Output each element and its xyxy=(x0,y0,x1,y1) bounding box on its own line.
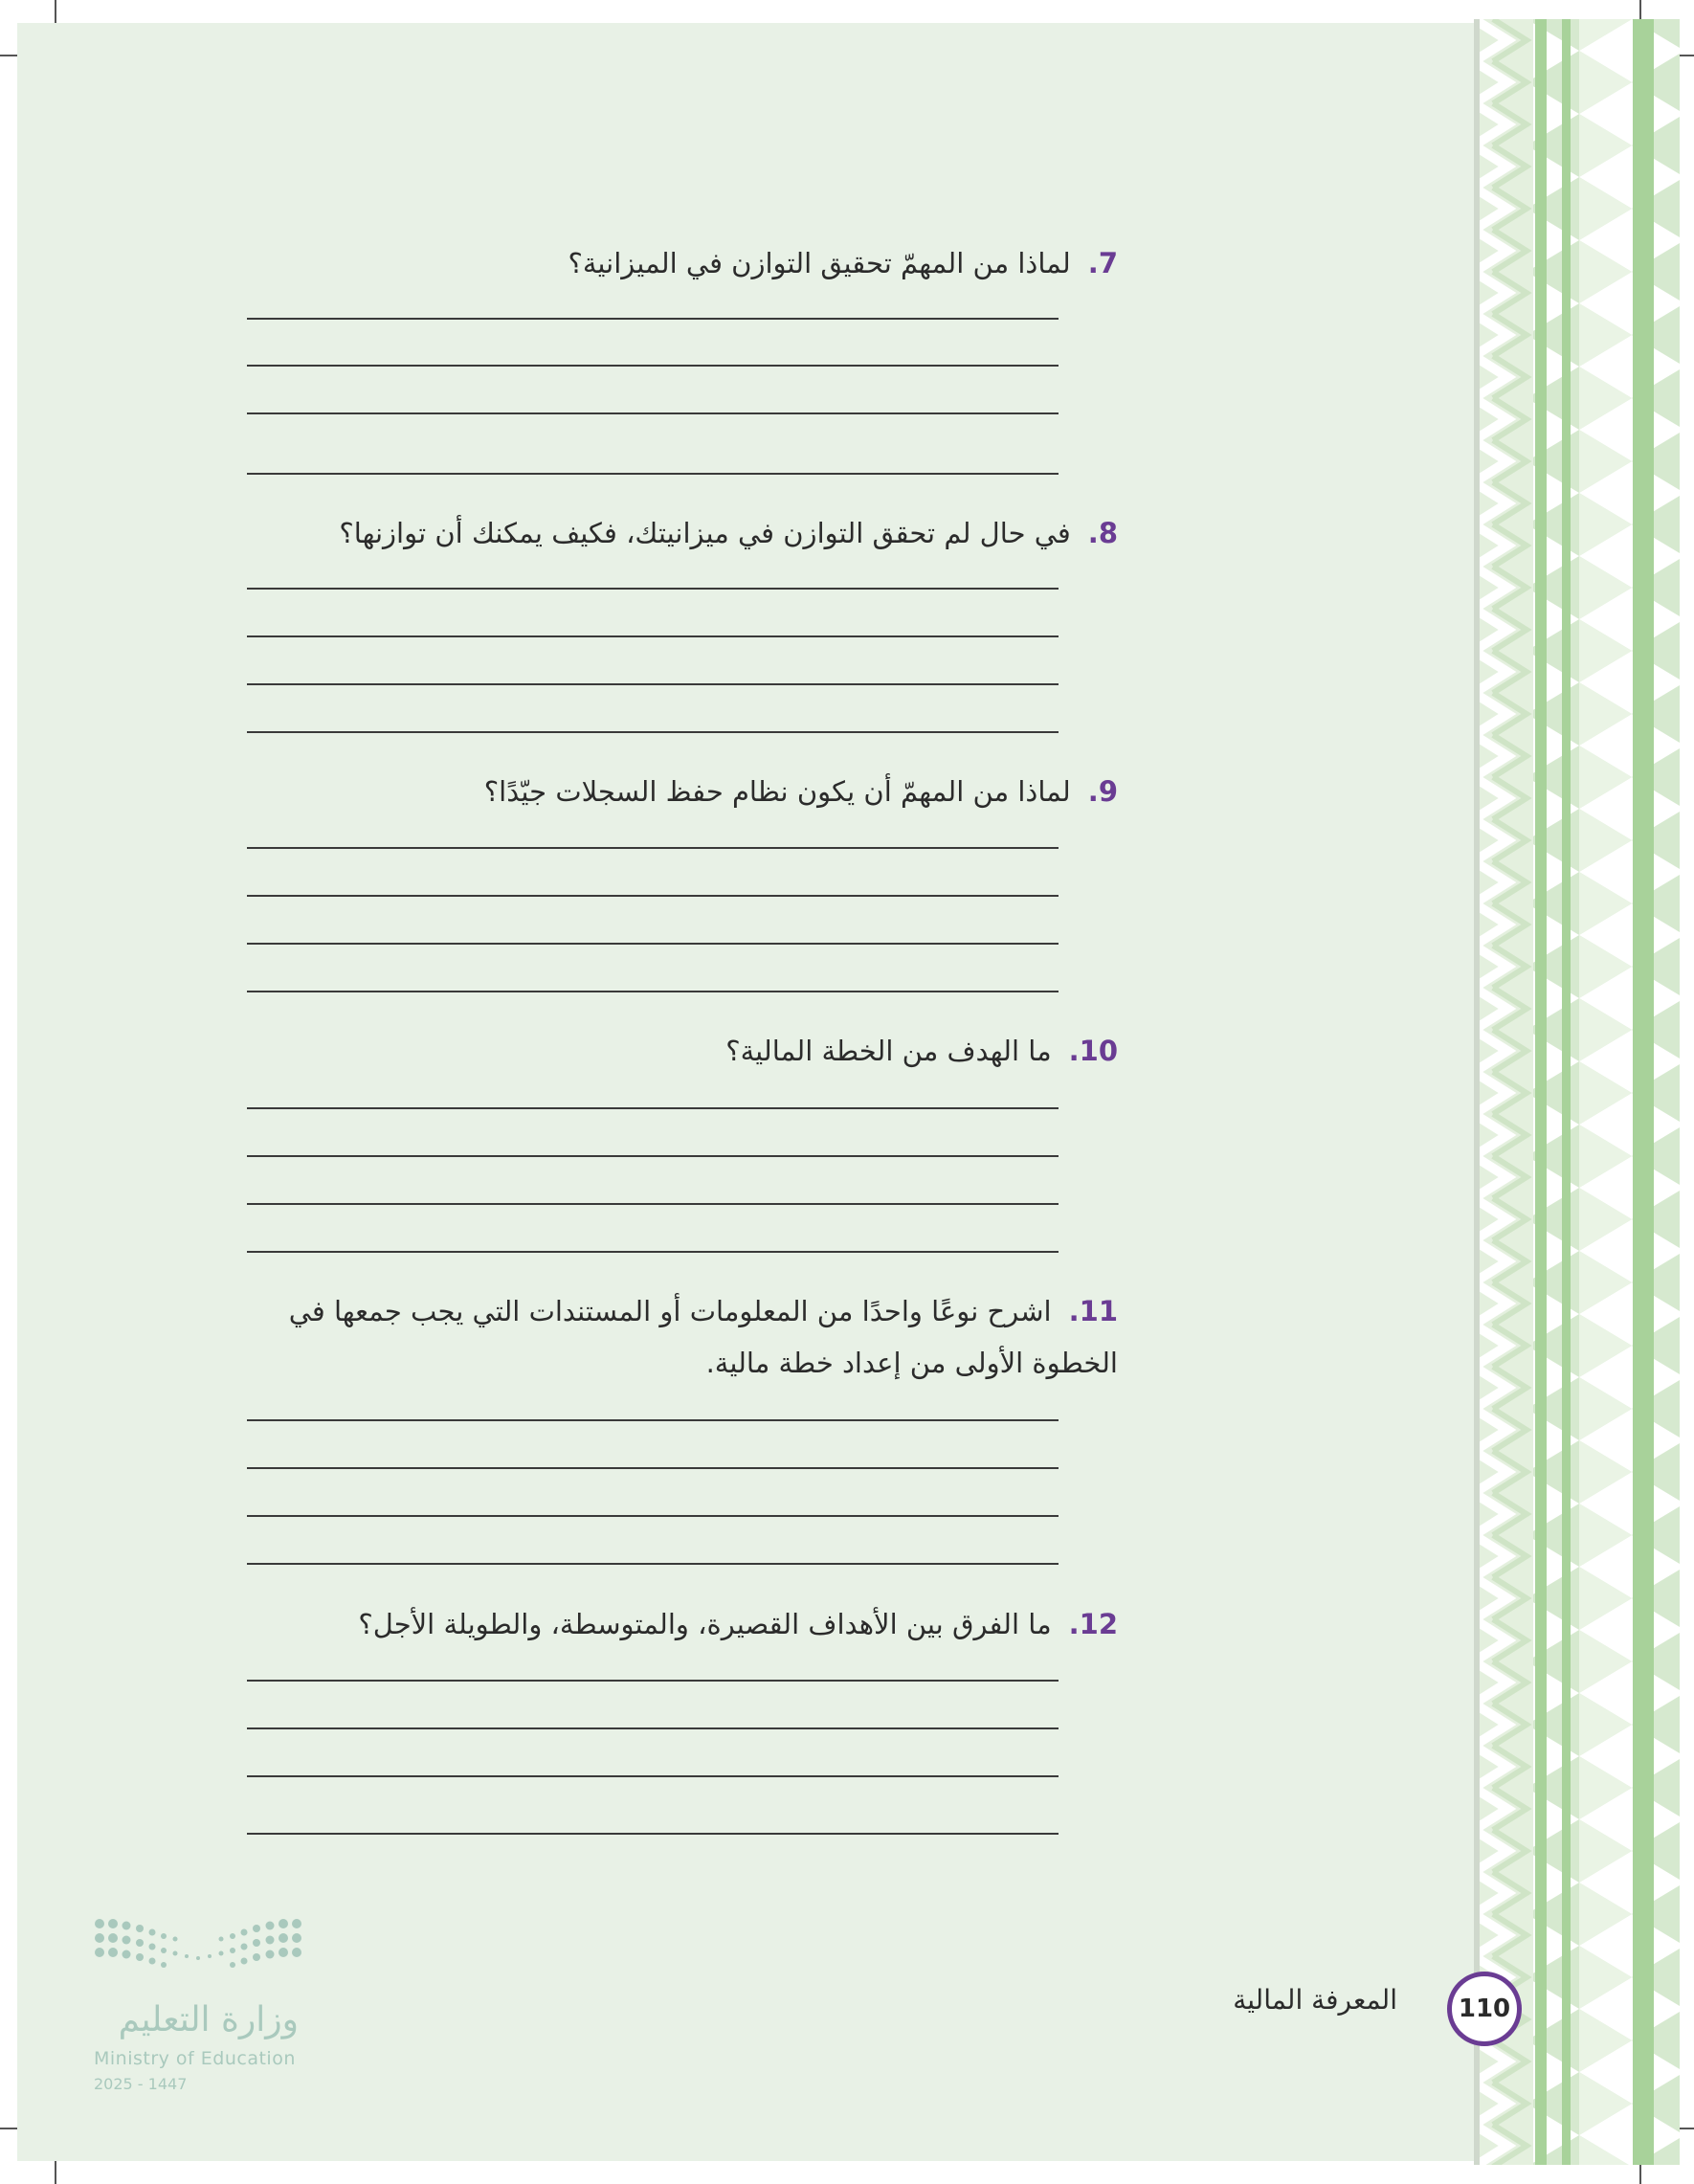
answer-line xyxy=(247,1251,1059,1253)
ministry-name-english: Ministry of Education xyxy=(94,2048,296,2069)
question-number: 12. xyxy=(1068,1608,1118,1640)
question-11 xyxy=(239,1285,1118,1389)
answer-line xyxy=(247,1107,1059,1109)
answer-line xyxy=(247,731,1059,733)
question-number: 7. xyxy=(1087,247,1118,279)
answer-line xyxy=(247,1727,1059,1729)
question-text: لماذا من المهمّ تحقيق التوازن في الميزانية؟ xyxy=(568,247,1071,279)
decorative-stripe xyxy=(1474,19,1680,2165)
question-8 xyxy=(239,507,1118,559)
answer-line xyxy=(247,1680,1059,1682)
ministry-name-arabic: وزارة التعليم xyxy=(118,2000,299,2039)
answer-line xyxy=(247,1563,1059,1565)
question-10 xyxy=(239,1025,1118,1077)
question-9 xyxy=(239,766,1118,817)
ministry-year: 2025 - 1447 xyxy=(94,2075,188,2093)
answer-line xyxy=(247,635,1059,637)
answer-line xyxy=(247,588,1059,590)
question-number: 9. xyxy=(1087,775,1118,808)
question-text: ما الفرق بين الأهداف القصيرة، والمتوسطة، والطويلة الأجل؟ xyxy=(358,1608,1052,1640)
question-number: 8. xyxy=(1087,517,1118,549)
worksheet-page xyxy=(17,23,1474,2161)
answer-line xyxy=(247,1833,1059,1835)
answer-line xyxy=(247,895,1059,897)
answer-line xyxy=(247,1515,1059,1517)
question-number: 11. xyxy=(1068,1295,1118,1327)
answer-line xyxy=(247,1155,1059,1157)
question-text: ما الهدف من الخطة المالية؟ xyxy=(725,1035,1052,1067)
answer-line xyxy=(247,683,1059,685)
answer-line xyxy=(247,365,1059,367)
page-number: 110 xyxy=(1447,1972,1522,2046)
question-12 xyxy=(239,1598,1118,1650)
answer-line xyxy=(247,943,1059,945)
answer-line xyxy=(247,1775,1059,1777)
answer-line xyxy=(247,1419,1059,1421)
answer-line xyxy=(247,991,1059,992)
question-text: اشرح نوعًا واحدًا من المعلومات أو المستندات التي يجب جمعها في الخطوة الأولى من إعداد خطة مالية. xyxy=(288,1295,1118,1379)
question-7 xyxy=(239,237,1118,289)
answer-line xyxy=(247,847,1059,849)
answer-line xyxy=(247,318,1059,320)
footer-subject-title: المعرفة المالية xyxy=(1233,1984,1397,2016)
answer-line xyxy=(247,1203,1059,1205)
answer-line xyxy=(247,473,1059,475)
question-text: في حال لم تحقق التوازن في ميزانيتك، فكيف يمكنك أن توازنها؟ xyxy=(339,517,1071,549)
answer-line xyxy=(247,412,1059,414)
answer-line xyxy=(247,1467,1059,1469)
question-number: 10. xyxy=(1068,1035,1118,1067)
question-text: لماذا من المهمّ أن يكون نظام حفظ السجلات جيّدًا؟ xyxy=(483,775,1071,808)
